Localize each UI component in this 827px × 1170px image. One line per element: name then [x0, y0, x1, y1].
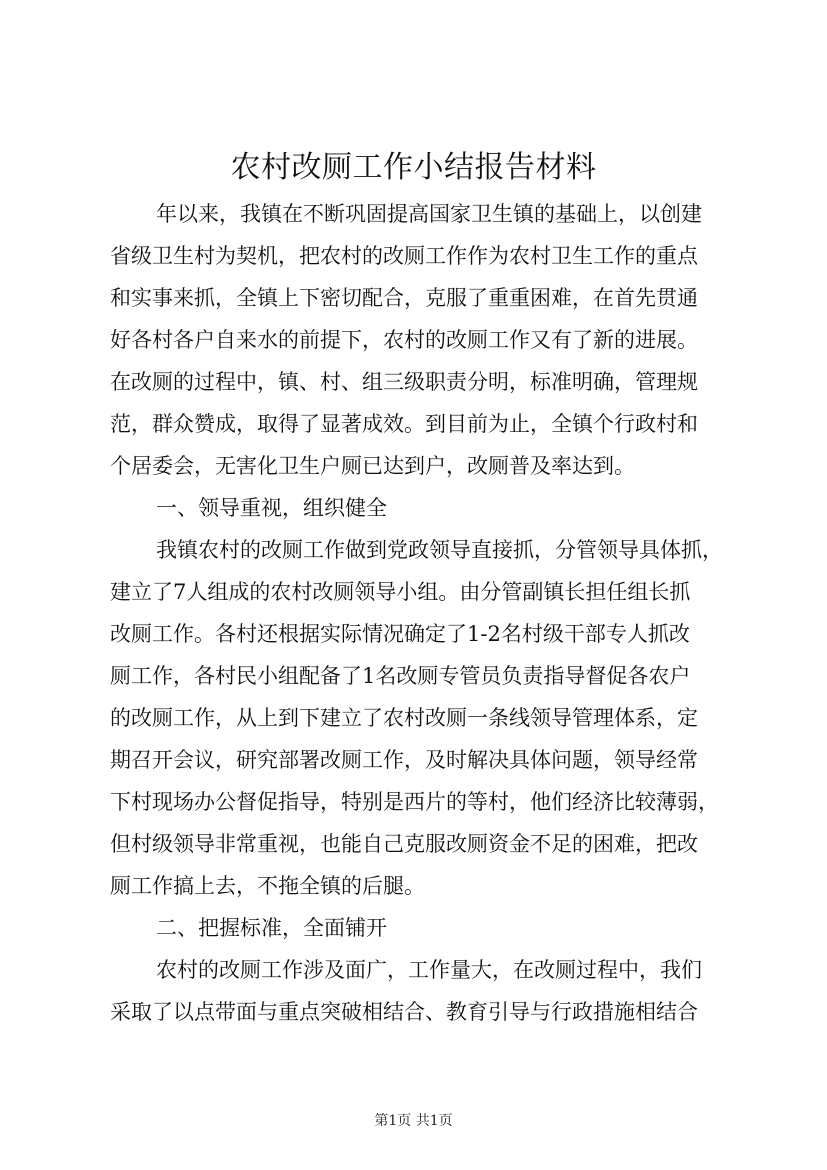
paragraph-line: 的改厕工作，从上到下建立了农村改厕一条线领导管理体系，定 [110, 706, 698, 730]
paragraph-line: 范，群众赞成，取得了显著成效。到目前为止，全镇个行政村和 [110, 412, 698, 436]
document-body [110, 193, 730, 1033]
section-heading: 二、把握标准，全面铺开 [156, 916, 387, 940]
paragraph-line: 采取了以点带面与重点突破相结合、教育引导与行政措施相结合 [110, 1000, 698, 1024]
paragraph-line: 厕工作搞上去，不拖全镇的后腿。 [110, 874, 425, 898]
paragraph-line: 和实事来抓，全镇上下密切配合，克服了重重困难，在首先贯通 [110, 286, 698, 310]
paragraph-line: 在改厕的过程中，镇、村、组三级职责分明，标准明确，管理规 [110, 370, 698, 394]
page-number-footer: 第1页 共1页 [374, 1113, 453, 1129]
paragraph-line: 但村级领导非常重视，也能自己克服改厕资金不足的困难，把改 [110, 832, 698, 856]
paragraph-line: 建立了7人组成的农村改厕领导小组。由分管副镇长担任组长抓 [110, 580, 691, 604]
paragraph-line: 省级卫生村为契机，把农村的改厕工作作为农村卫生工作的重点 [110, 244, 698, 268]
paragraph-line: 期召开会议，研究部署改厕工作，及时解决具体问题，领导经常 [110, 748, 698, 772]
paragraph-line: 改厕工作。各村还根据实际情况确定了1-2名村级干部专人抓改 [110, 622, 690, 646]
paragraph-line: 好各村各户自来水的前提下，农村的改厕工作又有了新的进展。 [110, 328, 698, 352]
paragraph-line: 年以来，我镇在不断巩固提高国家卫生镇的基础上，以创建 [156, 202, 702, 226]
paragraph-line: 个居委会，无害化卫生户厕已达到户，改厕普及率达到。 [110, 454, 635, 478]
paragraph-line: 厕工作，各村民小组配备了1名改厕专管员负责指导督促各农户 [110, 664, 691, 688]
paragraph-line: 农村的改厕工作涉及面广，工作量大，在改厕过程中，我们 [156, 958, 702, 982]
document-title: 农村改厕工作小结报告材料 [230, 150, 597, 185]
paragraph-line: 下村现场办公督促指导，特别是西片的等村，他们经济比较薄弱， [110, 790, 719, 814]
section-heading: 一、领导重视，组织健全 [156, 496, 387, 520]
paragraph-line: 我镇农村的改厕工作做到党政领导直接抓，分管领导具体抓， [156, 538, 723, 562]
